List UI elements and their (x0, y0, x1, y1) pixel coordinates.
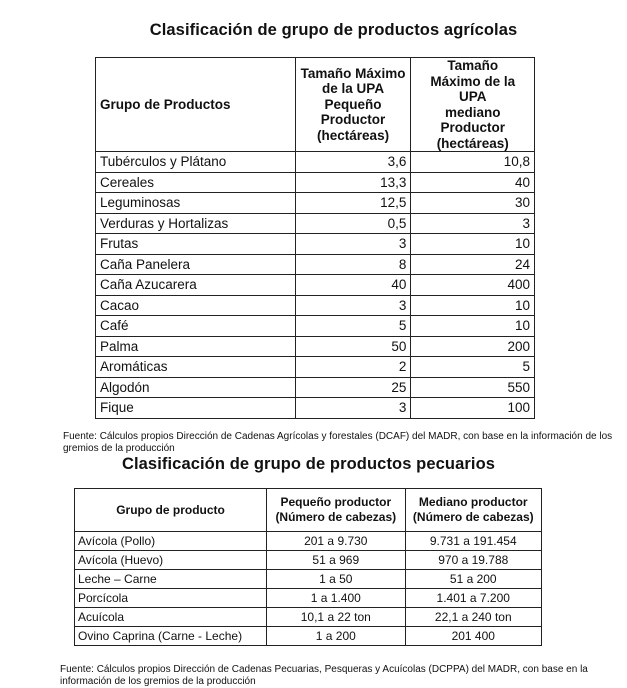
pecuario-header-group: Grupo de producto (75, 489, 267, 532)
agricola-small-cell: 3 (295, 295, 411, 316)
pecuario-product-cell: Avícola (Pollo) (75, 532, 267, 551)
pecuario-row (75, 532, 542, 551)
agricola-small-cell: 0,5 (295, 213, 411, 234)
agricola-medium-cell: 200 (411, 336, 535, 357)
agricola-product-cell: Cereales (96, 172, 296, 193)
pecuario-header-medium: Mediano productor (Número de cabezas) (405, 489, 541, 532)
pecuario-product-cell: Acuícola (75, 608, 267, 627)
agricola-small-cell: 3 (295, 398, 411, 419)
pecuario-medium-cell: 9.731 a 191.454 (405, 532, 541, 551)
pecuario-small-cell: 51 a 969 (267, 551, 405, 570)
agricola-small-cell: 8 (295, 254, 411, 275)
pecuario-product-cell: Avícola (Huevo) (75, 551, 267, 570)
agricola-row (96, 377, 535, 398)
agricola-small-cell: 40 (295, 275, 411, 296)
agricola-header-row (96, 58, 535, 152)
agricola-medium-cell: 10 (411, 316, 535, 337)
agricola-title: Clasificación de grupo de productos agrícolas (149, 21, 518, 39)
pecuario-product-cell: Porcícola (75, 589, 267, 608)
agricola-row (96, 398, 535, 419)
agricola-source-note: Fuente: Cálculos propios Dirección de Cadenas Agrícolas y forestales (DCAF) del MADR, con base en la información de los gremios de la producción (63, 431, 613, 454)
pecuario-small-cell: 1 a 200 (267, 627, 405, 646)
agricola-medium-cell: 24 (411, 254, 535, 275)
agricola-product-cell: Leguminosas (96, 193, 296, 214)
agricola-product-cell: Algodón (96, 377, 296, 398)
agricola-product-cell: Caña Azucarera (96, 275, 296, 296)
agricola-medium-cell: 550 (411, 377, 535, 398)
pecuario-header-small: Pequeño productor (Número de cabezas) (267, 489, 405, 532)
agricola-small-cell: 3 (295, 234, 411, 255)
agricola-product-cell: Fique (96, 398, 296, 419)
agricola-medium-cell: 400 (411, 275, 535, 296)
agricola-small-cell: 5 (295, 316, 411, 337)
agricola-row (96, 193, 535, 214)
agricola-medium-cell: 3 (411, 213, 535, 234)
agricola-table (95, 57, 535, 419)
agricola-medium-cell: 30 (411, 193, 535, 214)
agricola-product-cell: Palma (96, 336, 296, 357)
pecuario-header-row (75, 489, 542, 532)
agricola-header-medium: Tamaño Máximo de la UPA mediano Productor (hectáreas) (411, 58, 535, 152)
agricola-medium-cell: 10 (411, 234, 535, 255)
agricola-product-cell: Cacao (96, 295, 296, 316)
agricola-row (96, 213, 535, 234)
agricola-small-cell: 25 (295, 377, 411, 398)
agricola-medium-cell: 10 (411, 295, 535, 316)
agricola-medium-cell: 100 (411, 398, 535, 419)
agricola-row (96, 357, 535, 378)
pecuario-row (75, 589, 542, 608)
pecuario-row (75, 551, 542, 570)
agricola-medium-cell: 5 (411, 357, 535, 378)
pecuario-table (74, 488, 542, 646)
pecuario-source-note: Fuente: Cálculos propios Dirección de Cadenas Pecuarias, Pesqueras y Acuícolas (DCPPA) del MADR, con base en la información de los gremios de la producción (60, 664, 588, 687)
agricola-product-cell: Verduras y Hortalizas (96, 213, 296, 234)
pecuario-small-cell: 1 a 1.400 (267, 589, 405, 608)
pecuario-medium-cell: 970 a 19.788 (405, 551, 541, 570)
pecuario-product-cell: Leche – Carne (75, 570, 267, 589)
agricola-row (96, 152, 535, 173)
agricola-small-cell: 3,6 (295, 152, 411, 173)
pecuario-row (75, 627, 542, 646)
pecuario-row (75, 608, 542, 627)
agricola-row (96, 275, 535, 296)
pecuario-row (75, 570, 542, 589)
pecuario-medium-cell: 51 a 200 (405, 570, 541, 589)
agricola-medium-cell: 10,8 (411, 152, 535, 173)
agricola-row (96, 254, 535, 275)
agricola-row (96, 316, 535, 337)
pecuario-title: Clasificación de grupo de productos pecuarios (121, 455, 496, 473)
agricola-product-cell: Café (96, 316, 296, 337)
agricola-small-cell: 12,5 (295, 193, 411, 214)
agricola-row (96, 172, 535, 193)
agricola-product-cell: Frutas (96, 234, 296, 255)
pecuario-medium-cell: 22,1 a 240 ton (405, 608, 541, 627)
agricola-product-cell: Aromáticas (96, 357, 296, 378)
pecuario-product-cell: Ovino Caprina (Carne - Leche) (75, 627, 267, 646)
agricola-product-cell: Caña Panelera (96, 254, 296, 275)
agricola-row (96, 234, 535, 255)
agricola-small-cell: 2 (295, 357, 411, 378)
agricola-medium-cell: 40 (411, 172, 535, 193)
agricola-small-cell: 13,3 (295, 172, 411, 193)
agricola-small-cell: 50 (295, 336, 411, 357)
pecuario-small-cell: 1 a 50 (267, 570, 405, 589)
agricola-row (96, 336, 535, 357)
pecuario-medium-cell: 1.401 a 7.200 (405, 589, 541, 608)
pecuario-small-cell: 10,1 a 22 ton (267, 608, 405, 627)
agricola-header-small: Tamaño Máximo de la UPA Pequeño Productor (hectáreas) (295, 58, 411, 152)
pecuario-medium-cell: 201 400 (405, 627, 541, 646)
agricola-row (96, 295, 535, 316)
agricola-product-cell: Tubérculos y Plátano (96, 152, 296, 173)
agricola-header-group: Grupo de Productos (96, 58, 296, 152)
pecuario-small-cell: 201 a 9.730 (267, 532, 405, 551)
